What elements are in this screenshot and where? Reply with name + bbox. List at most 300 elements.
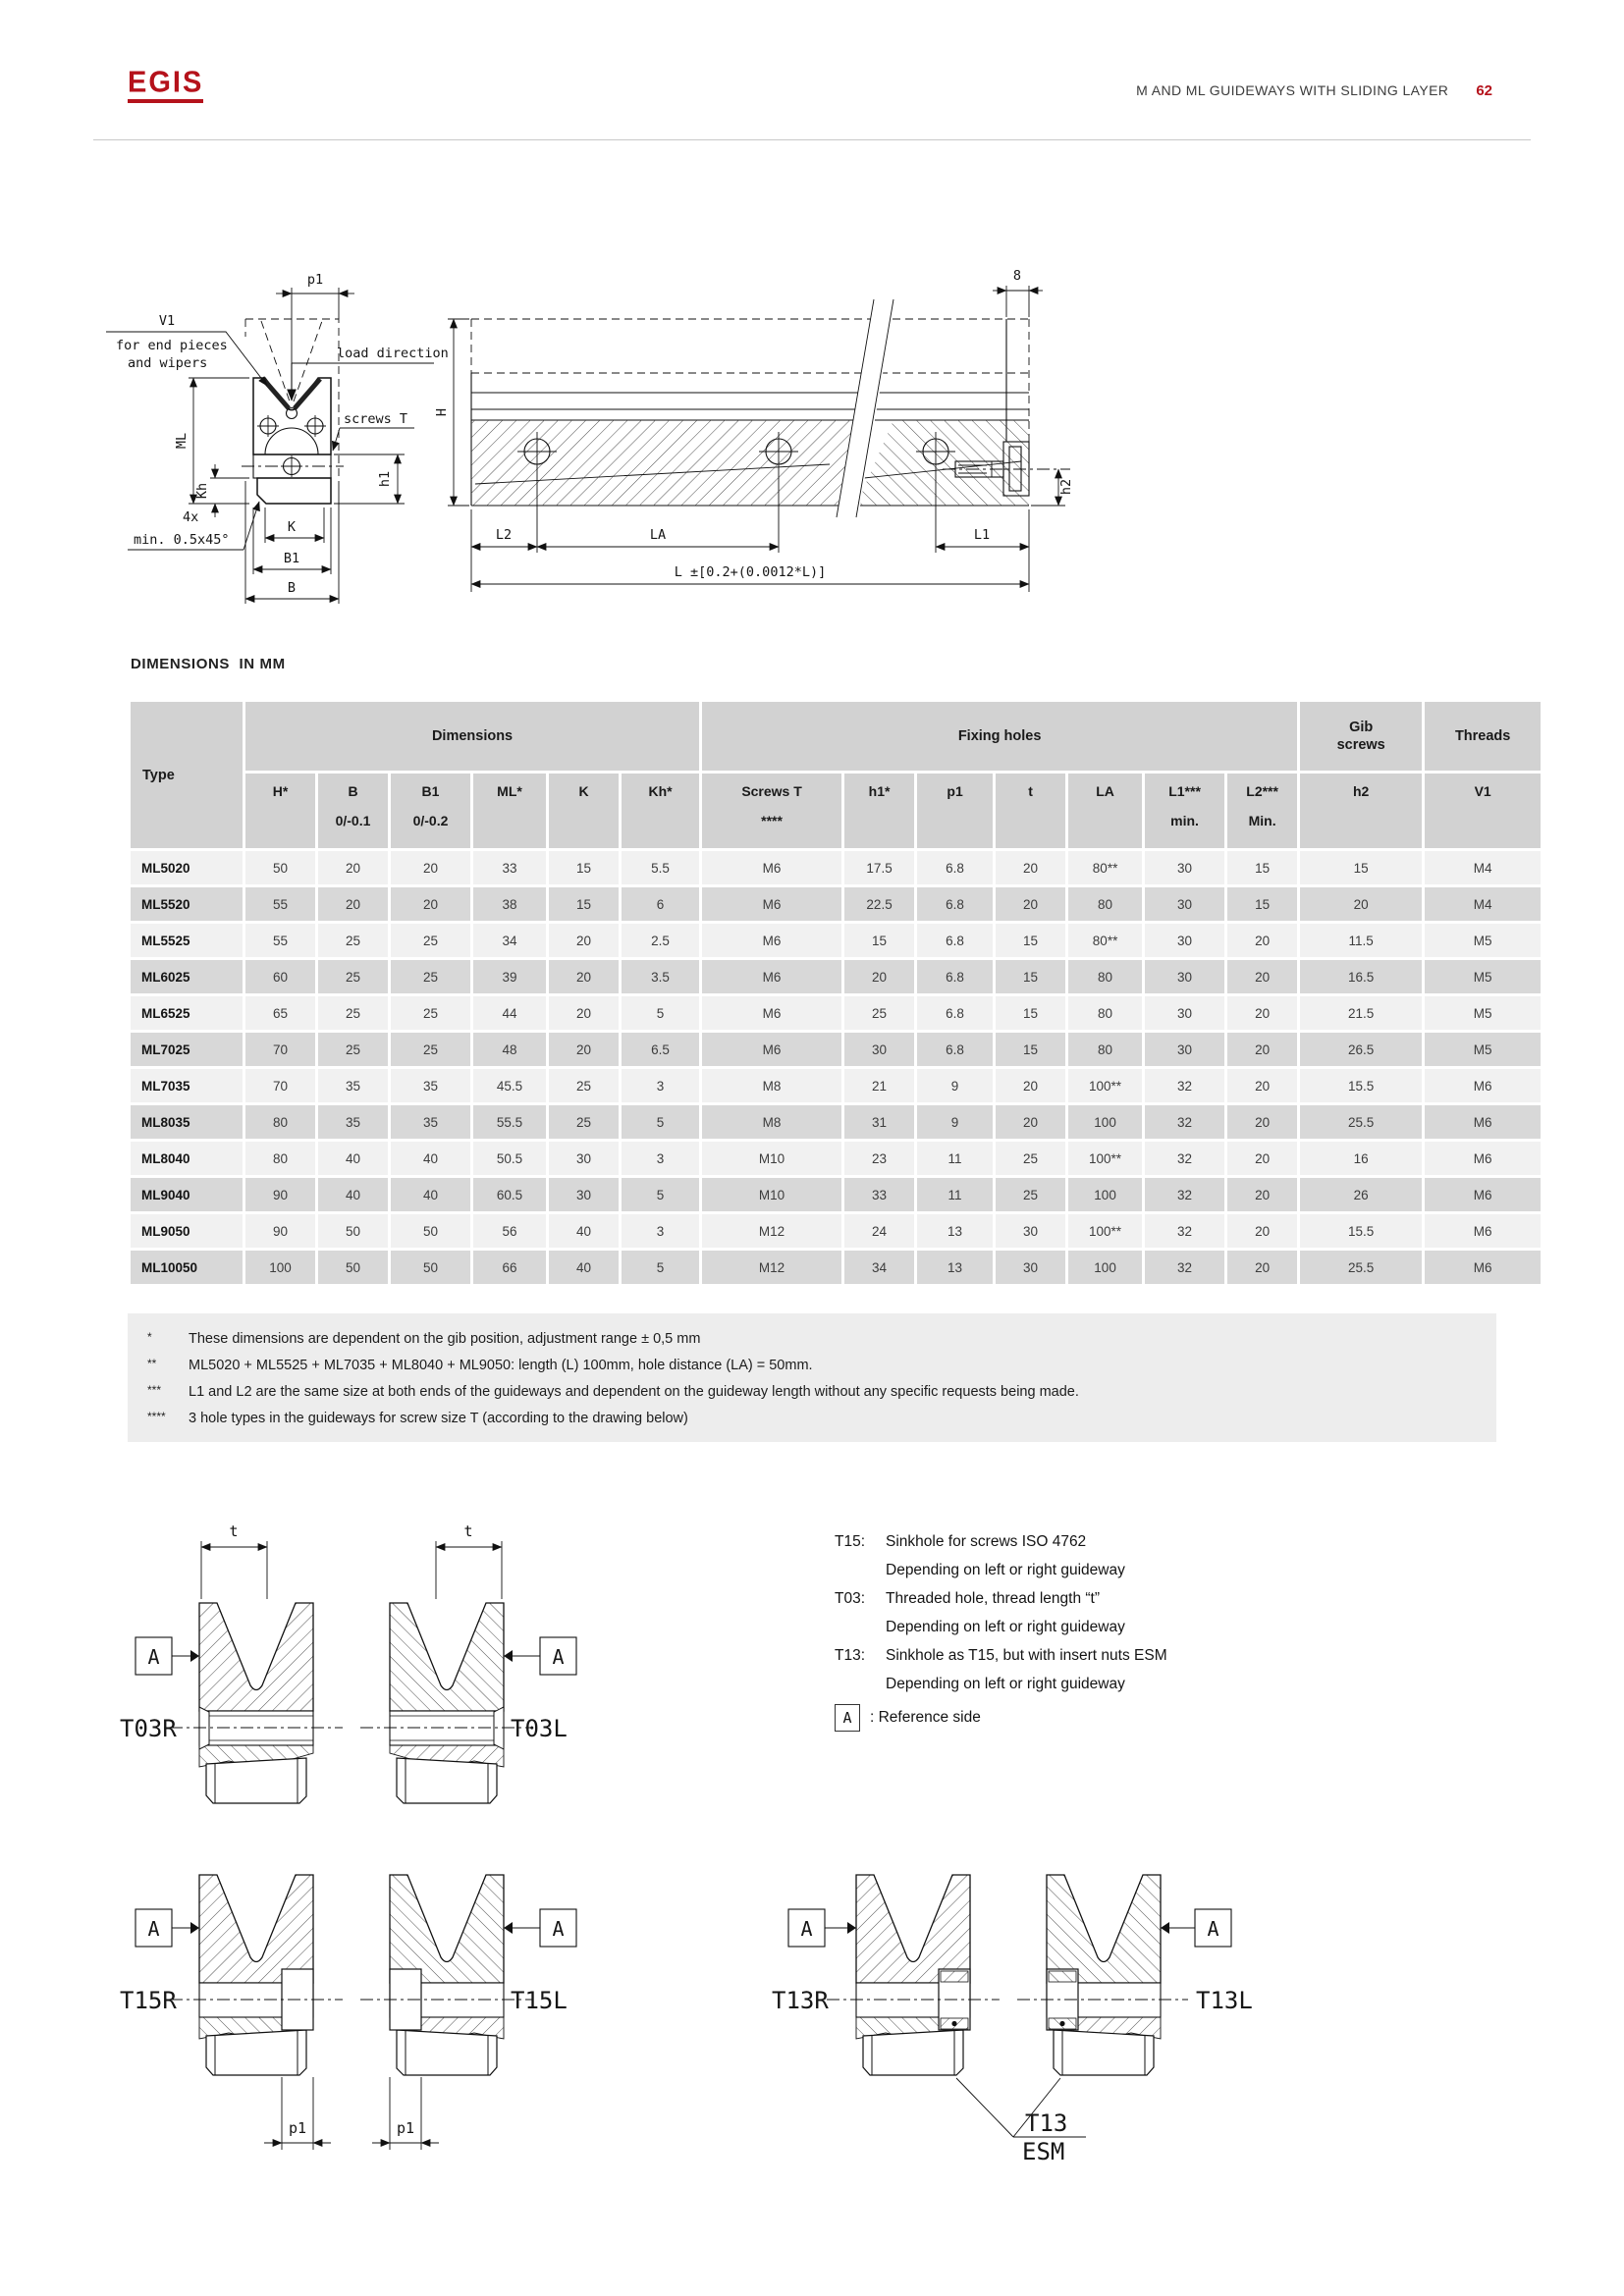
profile-t13r <box>856 1875 970 2075</box>
reference-a-label: A <box>552 1917 565 1941</box>
table-cell: 20 <box>1227 1178 1297 1211</box>
table-cell: M5 <box>1425 1033 1541 1066</box>
dim-t-label-l: t <box>463 1522 473 1540</box>
table-cell: 20 <box>1227 1069 1297 1102</box>
table-cell: 15 <box>996 960 1065 993</box>
table-cell: 30 <box>549 1142 619 1175</box>
table-cell: 40 <box>391 1142 470 1175</box>
egis-logo <box>128 66 204 103</box>
table-cell: 20 <box>1227 996 1297 1030</box>
table-cell: 30 <box>1145 851 1224 884</box>
row-type-cell: ML9050 <box>131 1214 243 1248</box>
column-ml: ML* <box>473 774 546 848</box>
table-cell: 25 <box>391 924 470 957</box>
table-row <box>131 960 1541 993</box>
table-cell: 32 <box>1145 1214 1224 1248</box>
table-cell: M5 <box>1425 924 1541 957</box>
note-t13: T13 <box>1025 2109 1068 2137</box>
table-cell: 25 <box>549 1105 619 1139</box>
table-cell: 35 <box>391 1105 470 1139</box>
side-view <box>434 268 1074 592</box>
note-chamfer-line2: min. 0.5x45° <box>134 532 230 548</box>
table-cell: 20 <box>996 851 1065 884</box>
table-cell: 32 <box>1145 1178 1224 1211</box>
table-cell: 31 <box>844 1105 914 1139</box>
column-h1: h1* <box>844 774 914 848</box>
table-cell: 20 <box>318 887 388 921</box>
table-cell: 30 <box>549 1178 619 1211</box>
hole-type-text: Threaded hole, thread length “t” <box>886 1590 1100 1607</box>
reference-side-marker-t03l <box>504 1637 576 1675</box>
gib-block <box>257 478 331 504</box>
table-cell: 9 <box>917 1105 993 1139</box>
table-cell: 60 <box>245 960 315 993</box>
reference-a-label: A <box>147 1917 160 1941</box>
footnote <box>143 1331 1475 1347</box>
table-cell: 25 <box>996 1178 1065 1211</box>
profile-t13l <box>1047 1875 1161 2075</box>
table-cell: 30 <box>996 1251 1065 1284</box>
table-cell: 20 <box>1227 1105 1297 1139</box>
table-cell: 5 <box>622 1105 699 1139</box>
table-cell: M6 <box>702 1033 841 1066</box>
table-cell: 20 <box>996 1105 1065 1139</box>
table-cell: 55 <box>245 924 315 957</box>
table-cell: 5 <box>622 1178 699 1211</box>
note-screws-t: screws T <box>344 411 408 427</box>
hole-type-subtext: Depending on left or right guideway <box>886 1619 1125 1635</box>
table-cell: 15.5 <box>1300 1069 1422 1102</box>
table-cell: 80 <box>245 1142 315 1175</box>
table-cell: 24 <box>844 1214 914 1248</box>
table-cell: M6 <box>1425 1214 1541 1248</box>
table-cell: 6.8 <box>917 1033 993 1066</box>
table-cell: 20 <box>996 887 1065 921</box>
table-cell: 15 <box>549 887 619 921</box>
table-cell: 80 <box>1068 1033 1142 1066</box>
table-cell: 26 <box>1300 1178 1422 1211</box>
table-cell: 33 <box>844 1178 914 1211</box>
column-kh: Kh* <box>622 774 699 848</box>
table-group-header-row <box>131 702 1541 771</box>
table-cell: 39 <box>473 960 546 993</box>
table-cell: M10 <box>702 1178 841 1211</box>
table-cell: 34 <box>844 1251 914 1284</box>
table-cell: 13 <box>917 1214 993 1248</box>
column-b: B 0/-0.1 <box>318 774 388 848</box>
table-cell: 70 <box>245 1033 315 1066</box>
table-cell: 16 <box>1300 1142 1422 1175</box>
reference-a-box: A <box>835 1704 860 1732</box>
hole-type-subtext: Depending on left or right guideway <box>886 1562 1125 1578</box>
dim-h-label: H <box>434 407 450 417</box>
table-cell: M4 <box>1425 887 1541 921</box>
label-t13l: T13L <box>1196 1987 1253 2014</box>
column-h2: h2 <box>1300 774 1422 848</box>
footnote <box>143 1384 1475 1400</box>
table-cell: 5 <box>622 996 699 1030</box>
hole-type-code: T03: <box>835 1590 866 1607</box>
header-divider <box>93 139 1531 140</box>
table-cell: 15 <box>844 924 914 957</box>
table-cell: 25 <box>318 1033 388 1066</box>
table-cell: 80** <box>1068 851 1142 884</box>
table-cell: 23 <box>844 1142 914 1175</box>
table-cell: 25.5 <box>1300 1251 1422 1284</box>
table-row <box>131 1142 1541 1175</box>
table-row <box>131 1105 1541 1139</box>
table-row <box>131 851 1541 884</box>
table-cell: 50 <box>391 1214 470 1248</box>
footnote-marker: * <box>147 1330 152 1344</box>
dim-b1-label: B1 <box>283 551 300 566</box>
note-v1-title: V1 <box>158 313 176 329</box>
table-cell: 34 <box>473 924 546 957</box>
column-la: LA <box>1068 774 1142 848</box>
hole-type-drawings <box>98 1517 1394 2204</box>
table-cell: 21 <box>844 1069 914 1102</box>
table-cell: 11 <box>917 1142 993 1175</box>
dim-ml-label: ML <box>174 432 189 450</box>
dim-la-label: LA <box>649 527 667 543</box>
table-cell: 100 <box>245 1251 315 1284</box>
table-cell: 35 <box>318 1105 388 1139</box>
table-cell: M5 <box>1425 996 1541 1030</box>
table-cell: 25.5 <box>1300 1105 1422 1139</box>
table-cell: 40 <box>318 1178 388 1211</box>
table-cell: 13 <box>917 1251 993 1284</box>
table-cell: 25 <box>391 960 470 993</box>
reference-side-marker-t13r <box>788 1909 856 1947</box>
table-cell: 33 <box>473 851 546 884</box>
table-cell: 6.8 <box>917 924 993 957</box>
table-cell: 15 <box>996 924 1065 957</box>
table-cell: 50.5 <box>473 1142 546 1175</box>
row-type-cell: ML8040 <box>131 1142 243 1175</box>
page-title: M AND ML GUIDEWAYS WITH SLIDING LAYER <box>1136 82 1449 98</box>
table-subheader-row <box>131 774 1541 848</box>
group-threads: Threads <box>1425 702 1541 771</box>
table-row <box>131 1214 1541 1248</box>
table-cell: 38 <box>473 887 546 921</box>
cross-section-view <box>106 272 449 604</box>
table-cell: 55.5 <box>473 1105 546 1139</box>
dim-l-total-label: L ±[0.2+(0.0012*L)] <box>674 564 827 580</box>
table-cell: 80** <box>1068 924 1142 957</box>
table-cell: M6 <box>1425 1069 1541 1102</box>
table-cell: 30 <box>996 1214 1065 1248</box>
dim-b-label: B <box>287 580 297 596</box>
dim-k-label: K <box>287 519 297 535</box>
table-cell: 40 <box>391 1178 470 1211</box>
table-cell: 22.5 <box>844 887 914 921</box>
table-cell: 20 <box>844 960 914 993</box>
table-cell: 60.5 <box>473 1178 546 1211</box>
table-cell: M6 <box>1425 1251 1541 1284</box>
table-cell: 11.5 <box>1300 924 1422 957</box>
table-cell: M6 <box>702 851 841 884</box>
table-cell: 80 <box>1068 960 1142 993</box>
table-cell: 44 <box>473 996 546 1030</box>
hole-type-code: T13: <box>835 1647 866 1664</box>
footnote-marker: ** <box>147 1357 157 1370</box>
dim-p1-label-l: p1 <box>396 2119 415 2137</box>
table-cell: M8 <box>702 1069 841 1102</box>
table-cell: M4 <box>1425 851 1541 884</box>
column-screws-t: Screws T **** <box>702 774 841 848</box>
reference-a-label: A <box>147 1645 160 1669</box>
note-esm: ESM <box>1022 2138 1065 2165</box>
table-cell: M6 <box>1425 1105 1541 1139</box>
table-cell: 20 <box>1227 1214 1297 1248</box>
table-cell: 15 <box>549 851 619 884</box>
table-cell: 56 <box>473 1214 546 1248</box>
table-cell: 50 <box>318 1251 388 1284</box>
table-cell: 20 <box>1227 1142 1297 1175</box>
page-number: 62 <box>1476 82 1492 99</box>
table-cell: 90 <box>245 1178 315 1211</box>
table-cell: 15 <box>1300 851 1422 884</box>
reference-side-marker-t15r <box>135 1909 199 1947</box>
row-type-cell: ML9040 <box>131 1178 243 1211</box>
table-cell: M5 <box>1425 960 1541 993</box>
label-t13r: T13R <box>772 1987 829 2014</box>
table-cell: 6.5 <box>622 1033 699 1066</box>
table-cell: 21.5 <box>1300 996 1422 1030</box>
sliding-layer-right <box>295 379 320 408</box>
dim-l2-label: L2 <box>495 527 513 543</box>
table-cell: 65 <box>245 996 315 1030</box>
dimensions-table <box>128 699 1511 1287</box>
table-cell: 30 <box>1145 887 1224 921</box>
column-type: Type <box>131 702 243 848</box>
table-cell: 15.5 <box>1300 1214 1422 1248</box>
reference-side-marker-t13l <box>1161 1909 1231 1947</box>
reference-side-marker-t03r <box>135 1637 199 1675</box>
column-h: H* <box>245 774 315 848</box>
column-t: t <box>996 774 1065 848</box>
table-cell: 80 <box>1068 996 1142 1030</box>
table-cell: 3 <box>622 1142 699 1175</box>
table-cell: 3 <box>622 1069 699 1102</box>
table-cell: 20 <box>1227 924 1297 957</box>
table-cell: 9 <box>917 1069 993 1102</box>
table-cell: 15 <box>1227 851 1297 884</box>
column-l2: L2*** Min. <box>1227 774 1297 848</box>
table-cell: M6 <box>702 887 841 921</box>
label-t03l: T03L <box>511 1715 568 1742</box>
dim-p1-label-r: p1 <box>288 2119 307 2137</box>
table-cell: 15 <box>1227 887 1297 921</box>
table-cell: 50 <box>318 1214 388 1248</box>
reference-a-label: A <box>1207 1917 1219 1941</box>
table-cell: 16.5 <box>1300 960 1422 993</box>
table-cell: M6 <box>702 924 841 957</box>
table-cell: 25 <box>996 1142 1065 1175</box>
table-cell: 50 <box>391 1251 470 1284</box>
label-t15r: T15R <box>120 1987 177 2014</box>
row-type-cell: ML7035 <box>131 1069 243 1102</box>
table-cell: 20 <box>1227 1251 1297 1284</box>
table-cell: 48 <box>473 1033 546 1066</box>
note-chamfer-line1: 4x <box>183 509 199 525</box>
table-cell: M6 <box>1425 1142 1541 1175</box>
table-cell: 6 <box>622 887 699 921</box>
column-b1: B1 0/-0.2 <box>391 774 470 848</box>
table-cell: 6.8 <box>917 996 993 1030</box>
table-cell: 80 <box>245 1105 315 1139</box>
table-row <box>131 924 1541 957</box>
row-type-cell: ML6525 <box>131 996 243 1030</box>
table-cell: 6.8 <box>917 851 993 884</box>
footnote-text: L1 and L2 are the same size at both ends of the guideways and dependent on the guideway length without any specific requests being made. <box>189 1384 1079 1400</box>
dim-t-label-r: t <box>229 1522 239 1540</box>
table-cell: 25 <box>318 924 388 957</box>
table-cell: 17.5 <box>844 851 914 884</box>
table-cell: 20 <box>391 851 470 884</box>
profile-t03r <box>199 1603 313 1803</box>
table-cell: 70 <box>245 1069 315 1102</box>
table-cell: 25 <box>549 1069 619 1102</box>
footnote-text: These dimensions are dependent on the gib position, adjustment range ± 0,5 mm <box>189 1331 701 1347</box>
label-t03r: T03R <box>120 1715 177 1742</box>
column-v1: V1 <box>1425 774 1541 848</box>
group-dimensions: Dimensions <box>245 702 699 771</box>
table-cell: 32 <box>1145 1069 1224 1102</box>
footnote-text: ML5020 + ML5525 + ML7035 + ML8040 + ML9050: length (L) 100mm, hole distance (LA) = 50mm. <box>189 1358 813 1373</box>
table-cell: 6.8 <box>917 960 993 993</box>
table-cell: 40 <box>549 1214 619 1248</box>
table-cell: 30 <box>1145 960 1224 993</box>
table-cell: 3.5 <box>622 960 699 993</box>
table-cell: 20 <box>549 924 619 957</box>
table-row <box>131 1178 1541 1211</box>
group-fixing-holes: Fixing holes <box>702 702 1297 771</box>
table-row <box>131 996 1541 1030</box>
row-type-cell: ML5520 <box>131 887 243 921</box>
note-load-direction: load direction <box>337 346 449 361</box>
table-cell: M6 <box>702 996 841 1030</box>
header-right <box>1136 82 1492 99</box>
dim-8-label: 8 <box>1012 268 1022 284</box>
note-v1-line2: and wipers <box>128 355 208 371</box>
dim-p1-label: p1 <box>306 272 324 288</box>
table-cell: 25 <box>391 996 470 1030</box>
note-v1-line1: for end pieces <box>116 338 228 353</box>
table-cell: M6 <box>1425 1178 1541 1211</box>
table-cell: 100** <box>1068 1214 1142 1248</box>
table-cell: 20 <box>391 887 470 921</box>
group-gib-screws-label: Gib screws <box>1336 719 1385 753</box>
group-gib-screws <box>1300 702 1422 771</box>
table-cell: 45.5 <box>473 1069 546 1102</box>
footnote <box>143 1358 1475 1373</box>
sliding-layer-left <box>263 379 289 408</box>
table-cell: 32 <box>1145 1105 1224 1139</box>
table-cell: 15 <box>996 996 1065 1030</box>
table-cell: 5 <box>622 1251 699 1284</box>
table-cell: 20 <box>549 996 619 1030</box>
reference-side-text: : Reference side <box>870 1709 981 1726</box>
table-cell: 40 <box>549 1251 619 1284</box>
egis-logo-text: EGIS <box>128 66 204 99</box>
table-cell: 25 <box>318 960 388 993</box>
label-t15l: T15L <box>511 1987 568 2014</box>
footnotes-box <box>128 1313 1496 1442</box>
table-cell: 20 <box>549 960 619 993</box>
row-type-cell: ML5525 <box>131 924 243 957</box>
table-cell: 32 <box>1145 1142 1224 1175</box>
table-cell: 20 <box>1227 960 1297 993</box>
table-cell: 32 <box>1145 1251 1224 1284</box>
table-cell: 20 <box>1227 1033 1297 1066</box>
dim-h1-label: h1 <box>377 470 393 488</box>
row-type-cell: ML5020 <box>131 851 243 884</box>
table-cell: 20 <box>318 851 388 884</box>
table-cell: 100** <box>1068 1069 1142 1102</box>
profile-t15r <box>199 1875 313 2075</box>
table-cell: 100 <box>1068 1251 1142 1284</box>
table-cell: 100** <box>1068 1142 1142 1175</box>
table-row <box>131 1033 1541 1066</box>
table-cell: 5.5 <box>622 851 699 884</box>
column-p1: p1 <box>917 774 993 848</box>
table-cell: 90 <box>245 1214 315 1248</box>
table-cell: 35 <box>391 1069 470 1102</box>
table-cell: M12 <box>702 1251 841 1284</box>
table-cell: 35 <box>318 1069 388 1102</box>
table-row <box>131 887 1541 921</box>
table-cell: 50 <box>245 851 315 884</box>
hole-type-text: Sinkhole as T15, but with insert nuts ESM <box>886 1647 1167 1664</box>
table-cell: 25 <box>391 1033 470 1066</box>
hole-type-text: Sinkhole for screws ISO 4762 <box>886 1533 1087 1550</box>
table-row <box>131 1069 1541 1102</box>
guideway-technical-drawing <box>98 172 1139 633</box>
table-cell: M10 <box>702 1142 841 1175</box>
table-cell: 20 <box>549 1033 619 1066</box>
row-type-cell: ML10050 <box>131 1251 243 1284</box>
table-cell: 100 <box>1068 1178 1142 1211</box>
table-cell: 30 <box>1145 996 1224 1030</box>
footnote <box>143 1411 1475 1426</box>
table-cell: 25 <box>844 996 914 1030</box>
table-cell: M8 <box>702 1105 841 1139</box>
table-cell: M12 <box>702 1214 841 1248</box>
column-k: K <box>549 774 619 848</box>
table-cell: 80 <box>1068 887 1142 921</box>
table-cell: 40 <box>318 1142 388 1175</box>
profile-t15l <box>390 1875 504 2075</box>
table-cell: 30 <box>844 1033 914 1066</box>
table-cell: 100 <box>1068 1105 1142 1139</box>
footnote-marker: **** <box>147 1410 166 1423</box>
table-cell: 26.5 <box>1300 1033 1422 1066</box>
table-cell: 30 <box>1145 1033 1224 1066</box>
reference-a-label: A <box>552 1645 565 1669</box>
table-cell: 15 <box>996 1033 1065 1066</box>
section-label: DIMENSIONS IN MM <box>131 656 286 672</box>
table-cell: 20 <box>996 1069 1065 1102</box>
table-row <box>131 1251 1541 1284</box>
column-l1: L1*** min. <box>1145 774 1224 848</box>
hole-type-code: T15: <box>835 1533 866 1550</box>
table-cell: 3 <box>622 1214 699 1248</box>
table-cell: 20 <box>1300 887 1422 921</box>
table-cell: 6.8 <box>917 887 993 921</box>
table-cell: 30 <box>1145 924 1224 957</box>
dim-kh-label: Kh <box>194 482 210 500</box>
